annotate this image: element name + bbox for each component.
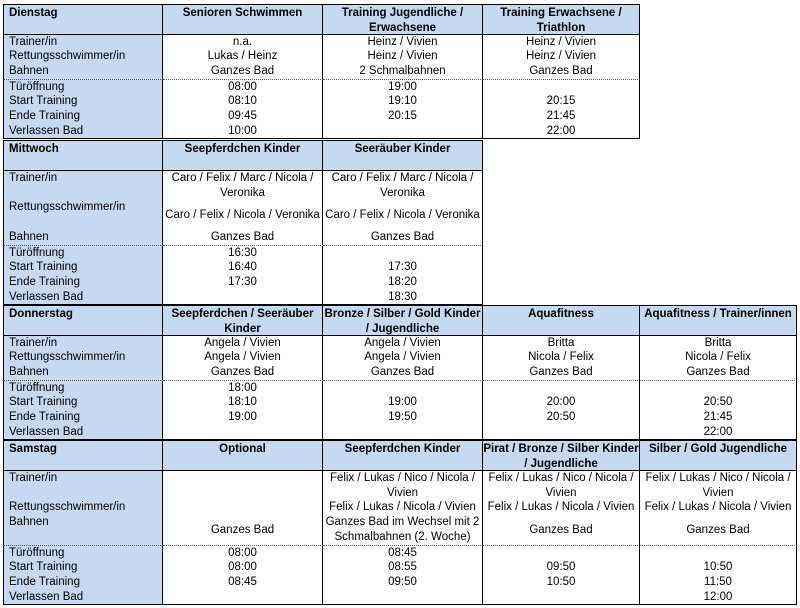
cell-value: 21:45	[640, 410, 797, 425]
cell-value	[323, 590, 483, 605]
row-label-ende: Ende Training	[3, 575, 163, 590]
cell-value: 08:10	[163, 94, 323, 109]
cell-value: 12:00	[640, 590, 797, 605]
cell-value: 18:10	[163, 395, 323, 410]
cell-value: 18:30	[323, 290, 483, 305]
cell-value: 19:50	[323, 410, 483, 425]
cell-value: 18:20	[323, 275, 483, 290]
cell-value: Felix / Lukas / Nico / Nicola / Vivien	[483, 470, 640, 500]
cell-value: 20:00	[483, 395, 640, 410]
cell-value	[640, 545, 797, 560]
row-label-bahnen: Bahnen	[3, 230, 163, 245]
column-header: Training Erwachsene / Triathlon	[483, 4, 640, 34]
day-label-donnerstag: Donnerstag	[3, 305, 163, 335]
cell-value	[640, 380, 797, 395]
cell-value: Felix / Lukas / Nico / Nicola / Vivien	[640, 470, 797, 500]
cell-value: 08:45	[323, 545, 483, 560]
row-label-rettung: Rettungsschwimmer/in	[3, 500, 163, 515]
cell-value: Caro / Felix / Marc / Nicola / Veronika	[163, 170, 323, 200]
cell-value: Felix / Lukas / Nico / Nicola / Vivien	[323, 470, 483, 500]
cell-value	[483, 545, 640, 560]
cell-value: 08:55	[323, 560, 483, 575]
cell-value: Ganzes Bad	[323, 230, 483, 245]
cell-value	[483, 425, 640, 440]
cell-value	[483, 380, 640, 395]
cell-value: 19:10	[323, 94, 483, 109]
row-label-bahnen: Bahnen	[3, 64, 163, 79]
cell-value	[323, 245, 483, 260]
cell-value: 08:00	[163, 560, 323, 575]
cell-value: 08:00	[163, 545, 323, 560]
cell-value: Heinz / Vivien	[483, 49, 640, 64]
row-label-ende: Ende Training	[3, 410, 163, 425]
cell-value: 11:50	[640, 575, 797, 590]
cell-value: Ganzes Bad	[640, 515, 797, 545]
column-header: Seeräuber Kinder	[323, 140, 483, 170]
row-label-trainer: Trainer/in	[3, 470, 163, 500]
column-header: Pirat / Bronze / Silber Kinder / Jugendliche	[483, 440, 640, 470]
cell-value: Ganzes Bad	[483, 515, 640, 545]
cell-value	[163, 470, 323, 500]
cell-value: Nicola / Felix	[640, 350, 797, 365]
cell-value: Heinz / Vivien	[483, 34, 640, 49]
column-header: Optional	[163, 440, 323, 470]
cell-value: 10:50	[640, 560, 797, 575]
row-label-trainer: Trainer/in	[3, 335, 163, 350]
cell-value: Ganzes Bad	[323, 365, 483, 380]
cell-value	[163, 500, 323, 515]
cell-value: 16:40	[163, 260, 323, 275]
cell-value: Felix / Lukas / Nicola / Vivien	[483, 500, 640, 515]
cell-value: Angela / Vivien	[323, 350, 483, 365]
row-label-rettung: Rettungsschwimmer/in	[3, 200, 163, 230]
cell-value: 09:45	[163, 109, 323, 124]
cell-value: 20:15	[483, 94, 640, 109]
cell-value: Ganzes Bad	[483, 365, 640, 380]
cell-value: 09:50	[483, 560, 640, 575]
cell-value: Angela / Vivien	[323, 335, 483, 350]
row-label-start: Start Training	[3, 395, 163, 410]
cell-value: 20:15	[323, 109, 483, 124]
row-label-ende: Ende Training	[3, 109, 163, 124]
cell-value	[163, 290, 323, 305]
day-label-dienstag: Dienstag	[3, 4, 163, 34]
cell-value: Ganzes Bad	[640, 365, 797, 380]
row-label-ende: Ende Training	[3, 275, 163, 290]
cell-value: 19:00	[163, 410, 323, 425]
column-header: Aquafitness	[483, 305, 640, 335]
cell-value: Caro / Felix / Nicola / Veronika	[323, 200, 483, 230]
cell-value: 10:50	[483, 575, 640, 590]
cell-value: Felix / Lukas / Nicola / Vivien	[640, 500, 797, 515]
cell-value: 18:00	[163, 380, 323, 395]
cell-value: Ganzes Bad	[163, 64, 323, 79]
cell-value: 22:00	[640, 425, 797, 440]
column-header: Training Jugendliche / Erwachsene	[323, 4, 483, 34]
cell-value: 17:30	[323, 260, 483, 275]
cell-value: Ganzes Bad	[163, 365, 323, 380]
cell-value: 08:45	[163, 575, 323, 590]
row-label-start: Start Training	[3, 94, 163, 109]
cell-value	[323, 124, 483, 139]
row-label-verlassen: Verlassen Bad	[3, 425, 163, 440]
cell-value	[483, 79, 640, 94]
cell-value: Ganzes Bad im Wechsel mit 2 Schmalbahnen (2. Woche)	[323, 515, 483, 545]
cell-value	[163, 425, 323, 440]
cell-value: Angela / Vivien	[163, 335, 323, 350]
row-label-trainer: Trainer/in	[3, 34, 163, 49]
cell-value: Felix / Lukas / Nicola / Vivien	[323, 500, 483, 515]
cell-value: 20:50	[483, 410, 640, 425]
cell-value	[323, 380, 483, 395]
row-label-tueroeffnung: Türöffnung	[3, 380, 163, 395]
row-label-rettung: Rettungsschwimmer/in	[3, 49, 163, 64]
column-header: Seepferdchen Kinder	[323, 440, 483, 470]
cell-value: Britta	[640, 335, 797, 350]
row-label-bahnen: Bahnen	[3, 365, 163, 380]
cell-value	[323, 425, 483, 440]
cell-value: 20:50	[640, 395, 797, 410]
row-label-start: Start Training	[3, 560, 163, 575]
row-label-tueroeffnung: Türöffnung	[3, 245, 163, 260]
row-label-verlassen: Verlassen Bad	[3, 590, 163, 605]
cell-value: n.a.	[163, 34, 323, 49]
row-label-rettung: Rettungsschwimmer/in	[3, 350, 163, 365]
cell-value: Lukas / Heinz	[163, 49, 323, 64]
column-header: Seepferdchen Kinder	[163, 140, 323, 170]
cell-value: Nicola / Felix	[483, 350, 640, 365]
cell-value: Britta	[483, 335, 640, 350]
cell-value: 21:45	[483, 109, 640, 124]
cell-value: 22:00	[483, 124, 640, 139]
cell-value: 2 Schmalbahnen	[323, 64, 483, 79]
cell-value: 19:00	[323, 395, 483, 410]
column-header: Seepferdchen / Seeräuber Kinder	[163, 305, 323, 335]
row-label-trainer: Trainer/in	[3, 170, 163, 200]
day-label-samstag: Samstag	[3, 440, 163, 470]
cell-value: 10:00	[163, 124, 323, 139]
cell-value: Angela / Vivien	[163, 350, 323, 365]
day-label-mittwoch: Mittwoch	[3, 140, 163, 170]
cell-value: Ganzes Bad	[163, 230, 323, 245]
cell-value: 19:00	[323, 79, 483, 94]
cell-value: Ganzes Bad	[483, 64, 640, 79]
row-label-tueroeffnung: Türöffnung	[3, 79, 163, 94]
cell-value: 16:30	[163, 245, 323, 260]
cell-value: 08:00	[163, 79, 323, 94]
column-header: Aquafitness / Trainer/innen	[640, 305, 797, 335]
cell-value: Heinz / Vivien	[323, 49, 483, 64]
cell-value: Caro / Felix / Nicola / Veronika	[163, 200, 323, 230]
cell-value: 17:30	[163, 275, 323, 290]
cell-value: Ganzes Bad	[163, 515, 323, 545]
cell-value	[163, 590, 323, 605]
row-label-tueroeffnung: Türöffnung	[3, 545, 163, 560]
cell-value	[483, 590, 640, 605]
cell-value: Caro / Felix / Marc / Nicola / Veronika	[323, 170, 483, 200]
row-label-start: Start Training	[3, 260, 163, 275]
row-label-bahnen: Bahnen	[3, 515, 163, 545]
column-header: Silber / Gold Jugendliche	[640, 440, 797, 470]
column-header: Bronze / Silber / Gold Kinder / Jugendliche	[323, 305, 483, 335]
column-header: Senioren Schwimmen	[163, 4, 323, 34]
cell-value: 09:50	[323, 575, 483, 590]
row-label-verlassen: Verlassen Bad	[3, 124, 163, 139]
row-label-verlassen: Verlassen Bad	[3, 290, 163, 305]
cell-value: Heinz / Vivien	[323, 34, 483, 49]
